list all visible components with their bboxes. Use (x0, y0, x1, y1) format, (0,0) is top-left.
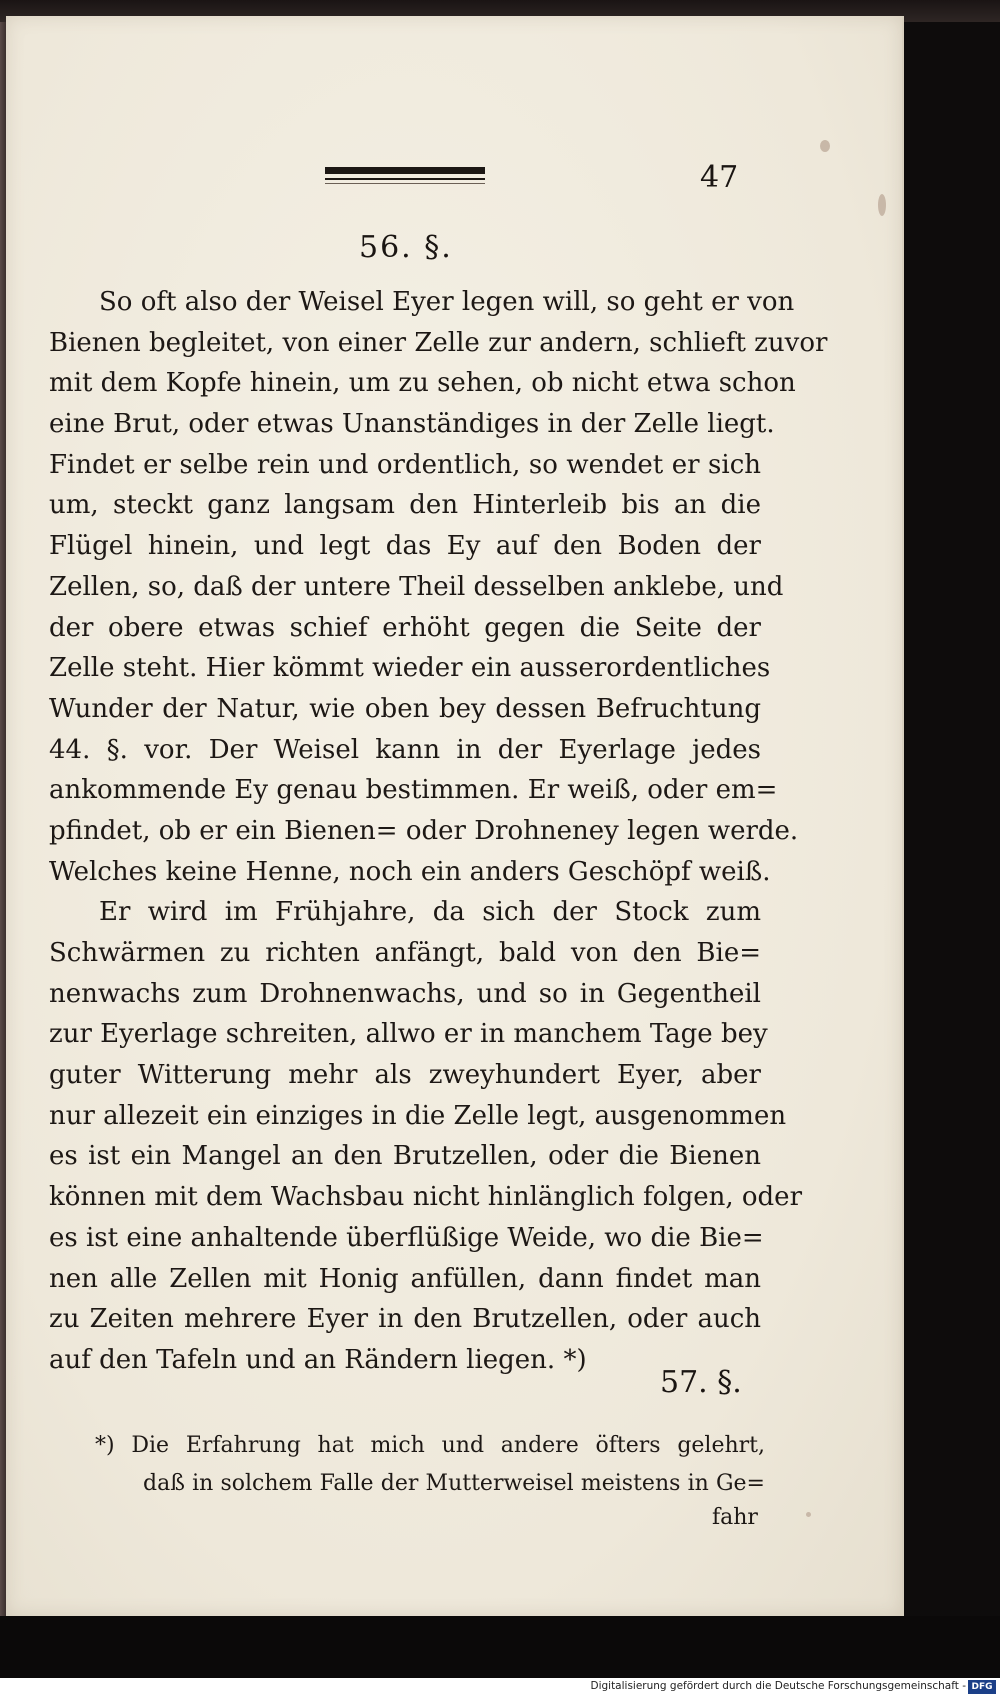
text-line: Zelle steht. Hier kömmt wieder ein ausserordentliches (49, 653, 771, 684)
footnote-text: Die Erfahrung hat mich und andere öfters gelehrt, (131, 1433, 765, 1458)
text-line: zu Zeiten mehrere Eyer in den Brutzellen, oder auch (49, 1304, 761, 1335)
paragraph (49, 892, 802, 1380)
scan-bottom-edge (0, 1616, 1000, 1678)
footnote-line: daß in solchem Falle der Mutterweisel meistens in Ge= (143, 1471, 765, 1496)
section-heading: 56. §. (359, 230, 453, 265)
text-line: können mit dem Wachsbau nicht hinlänglich folgen, oder (49, 1182, 802, 1213)
page-number: 47 (700, 160, 739, 195)
text-line: Welches keine Henne, noch ein anders Geschöpf weiß. (49, 856, 771, 887)
text-line: es ist eine anhaltende überflüßige Weide, wo die Bie= (49, 1222, 764, 1253)
text-line: Schwärmen zu richten anfängt, bald von den Bie= (49, 938, 761, 968)
text-line: So oft also der Weisel Eyer legen will, so geht er von (99, 287, 795, 317)
text-line: ankommende Ey genau bestimmen. Er weiß, oder em= (49, 775, 778, 806)
text-line: um, steckt ganz langsam den Hinterleib bis an die (49, 490, 761, 521)
text-line: der obere etwas schief erhöht gegen die Seite der (49, 612, 761, 643)
text-line: guter Witterung mehr als zweyhundert Eyer, aber (49, 1060, 761, 1091)
text-line: eine Brut, oder etwas Unanständiges in der Zelle liegt. (49, 409, 775, 440)
text-line: mit dem Kopfe hinein, um zu sehen, ob nicht etwa schon (49, 368, 796, 399)
text-line: 44. §. vor. Der Weisel kann in der Eyerlage jedes (49, 734, 761, 765)
text-line: nenwachs zum Drohnenwachs, und so in Gegentheil (49, 978, 761, 1009)
text-line: Bienen begleitet, von einer Zelle zur andern, schlieft zuvor (49, 327, 828, 358)
text-line: Zellen, so, daß der untere Theil desselben anklebe, und (49, 571, 784, 602)
header-rule (325, 183, 485, 184)
footnote (95, 1427, 765, 1503)
paper-speck (820, 140, 830, 152)
body-text (49, 282, 828, 1381)
header-rule (325, 167, 485, 174)
footer-credit: Digitalisierung gefördert durch die Deutsche Forschungsgemeinschaft - (590, 1680, 966, 1692)
text-line: pfindet, ob er ein Bienen= oder Drohneney legen werde. (49, 815, 799, 846)
footnote-marker: *) (95, 1433, 115, 1458)
scan-dark-margin (900, 0, 1000, 1698)
next-section-marker: 57. §. (660, 1365, 742, 1400)
paper-speck (878, 194, 886, 216)
text-line: nur allezeit ein einziges in die Zelle legt, ausgenommen (49, 1100, 787, 1131)
text-line: nen alle Zellen mit Honig anfüllen, dann findet man (49, 1263, 761, 1294)
text-line: Findet er selbe rein und ordentlich, so wendet er sich (49, 449, 761, 480)
header-rule (325, 178, 485, 180)
text-line: auf den Tafeln und an Rändern liegen. *) (49, 1344, 587, 1375)
paragraph (49, 282, 828, 892)
footnote-line (95, 1427, 765, 1465)
text-line: Wunder der Natur, wie oben bey dessen Befruchtung (49, 693, 761, 724)
text-line: Flügel hinein, und legt das Ey auf den Boden der (49, 531, 761, 562)
text-line: es ist ein Mangel an den Brutzellen, oder die Bienen (49, 1141, 761, 1172)
catchword: fahr (712, 1505, 758, 1530)
dfg-logo: DFG (968, 1680, 996, 1694)
text-line: zur Eyerlage schreiten, allwo er in manchem Tage bey (49, 1019, 768, 1050)
paper-speck (806, 1512, 811, 1517)
text-line: Er wird im Frühjahre, da sich der Stock zum (99, 897, 761, 928)
